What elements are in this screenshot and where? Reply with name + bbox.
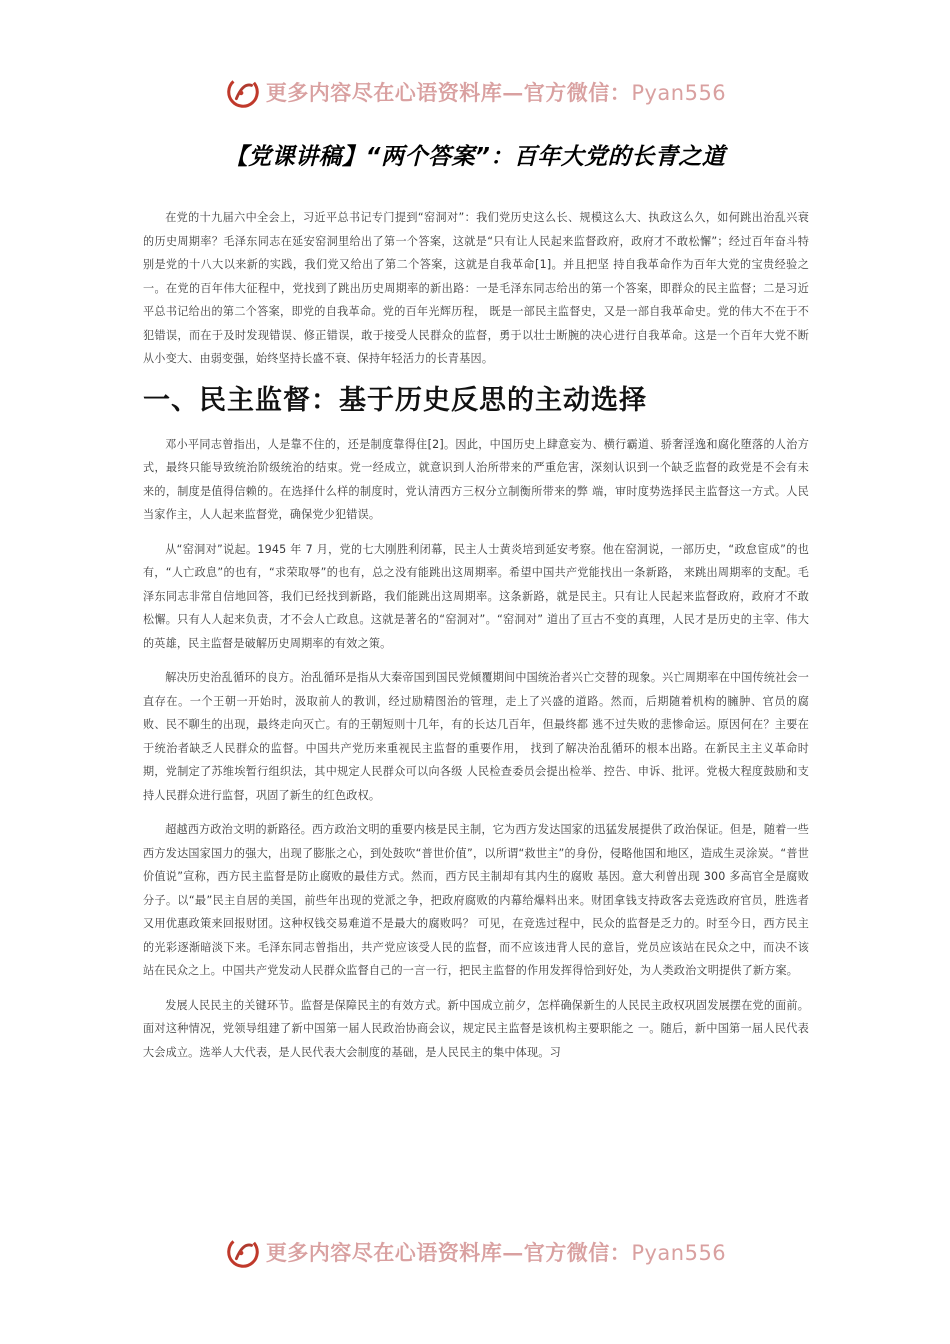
watermark-account: Pyan556	[631, 81, 727, 105]
body-paragraph: 从“窑洞对”说起。1945 年 7 月，党的七大刚胜利闭幕，民主人士黄炎培到延安考察。他在窑洞说，一部历史，“政怠宦成”的也有，“人亡政息”的也有，“求荣取辱”的也有，总之没有能跳出这周期率。希望中国共产党能找出一条新路， 来跳出周期率的支配。毛泽东同志非常自信地回答，我们已经找到新路，我们能跳出这周期率。这条新路，就是民主。只有让人民起来监督政府，政府才不敢松懈。只有人人起来负责，才不会人亡政息。这就是著名的“窑洞对”。“窑洞对” 道出了亘古不变的真理，人民才是历史的主宰、伟大的英雄，民主监督是破解历史周期率的有效之策。	[143, 542, 809, 650]
brush-swirl-logo-icon	[224, 73, 262, 111]
watermark-text: 更多内容尽在心语资料库—官方微信：	[265, 80, 632, 105]
document-title: 【党课讲稿】“两个答案”：百年大党的长青之道	[224, 144, 726, 170]
footer-watermark	[0, 1230, 950, 1274]
body-paragraph: 解决历史治乱循环的良方。治乱循环是指从大秦帝国到国民党倾覆期间中国统治者兴亡交替的现象。兴亡周期率在中国传统社会一直存在。一个王朝一开始时，汲取前人的教训，经过励精图治的管理，走上了兴盛的道路。然而，后期随着机构的臃肿、官员的腐败、民不聊生的出现，最终走向灭亡。有的王朝短则十几年，有的长达几百年，但最终都 逃不过失败的悲惨命运。原因何在？主要在于统治者缺乏人民群众的监督。中国共产党历来重视民主监督的重要作用， 找到了解决治乱循环的根本出路。在新民主主义革命时期，党制定了苏维埃暂行组织法，其中规定人民群众可以向各级 人民检查委员会提出检举、控告、申诉、批评。党极大程度鼓励和支持人民群众进行监督，巩固了新生的红色政权。	[143, 671, 809, 802]
header-watermark	[0, 70, 950, 114]
body-paragraph: 超越西方政治文明的新路径。西方政治文明的重要内核是民主制，它为西方发达国家的迅猛发展提供了政治保证。但是，随着一些西方发达国家国力的强大，出现了膨胀之心，到处鼓吹“普世价值”，以所谓“救世主”的身份，侵略他国和地区，造成生灵涂炭。“普世价值说”宣称，西方民主监督是防止腐败的最佳方式。然而，西方民主制却有其内生的腐败 基因。意大利曾出现 300 多高官全是腐败分子。以“最”民主自居的美国，前些年出现的党派之争，把政府腐败的内幕给爆料出来。财团拿钱支持政客去竞选政府官员，胜选者又用优惠政策来回报财团。这种权钱交易难道不是最大的腐败吗？ 可见，在竞选过程中，民众的监督是乏力的。时至今日，西方民主的光彩逐渐暗淡下来。毛泽东同志曾指出，共产党应该受人民的监督，而不应该违背人民的意旨，党员应该站在民众之中，而决不该站在民众之上。中国共产党发动人民群众监督自己的一言一行，把民主监督的作用发挥得恰到好处，为人类政治文明提供了新方案。	[143, 823, 809, 977]
body-paragraph: 邓小平同志曾指出，人是靠不住的，还是制度靠得住[2]。因此，中国历史上肆意妄为、横行霸道、骄奢淫逸和腐化堕落的人治方式，最终只能导致统治阶级统治的结束。党一经成立，就意识到人治所带来的严重危害，深刻认识到一个缺乏监督的政党是不会有未来的，制度是值得信赖的。在选择什么样的制度时，党认清西方三权分立制衡所带来的弊 端，审时度势选择民主监督这一方式。人民当家作主，人人起来监督党，确保党少犯错误。	[143, 437, 809, 521]
watermark-account: Pyan556	[631, 1241, 727, 1265]
watermark-text: 更多内容尽在心语资料库—官方微信：	[265, 1240, 632, 1265]
intro-paragraph: 在党的十九届六中全会上，习近平总书记专门提到“窑洞对”：我们党历史这么长、规模这么大、执政这么久，如何跳出治乱兴衰的历史周期率？毛泽东同志在延安窑洞里给出了第一个答案，这就是“只有让人民起来监督政府，政府才不敢松懈”；经过百年奋斗特别是党的十八大以来新的实践，我们党又给出了第二个答案，这就是自我革命[1]。并且把坚 持自我革命作为百年大党的宝贵经验之一。在党的百年伟大征程中，党找到了跳出历史周期率的新出路：一是毛泽东同志给出的第一个答案，即群众的民主监督；二是习近平总书记给出的第二个答案，即党的自我革命。党的百年光辉历程， 既是一部民主监督史，又是一部自我革命史。党的伟大不在于不犯错误，而在于及时发现错误、修正错误，敢于接受人民群众的监督，勇于以壮士断腕的决心进行自我革命。这是一个百年大党不断从小变大、由弱变强，始终坚持长盛不衰、保持年轻活力的长青基因。	[143, 211, 809, 365]
brush-swirl-logo-icon	[224, 1233, 262, 1271]
section-heading: 一、民主监督：基于历史反思的主动选择	[143, 384, 647, 416]
body-paragraph: 发展人民民主的关键环节。监督是保障民主的有效方式。新中国成立前夕，怎样确保新生的人民民主政权巩固发展摆在党的面前。面对这种情况，党领导组建了新中国第一届人民政治协商会议，规定民主监督是该机构主要职能之 一。随后，新中国第一届人民代表大会成立。选举人大代表，是人民代表大会制度的基础，是人民民主的集中体现。习	[143, 998, 809, 1059]
document-body	[143, 206, 809, 1075]
